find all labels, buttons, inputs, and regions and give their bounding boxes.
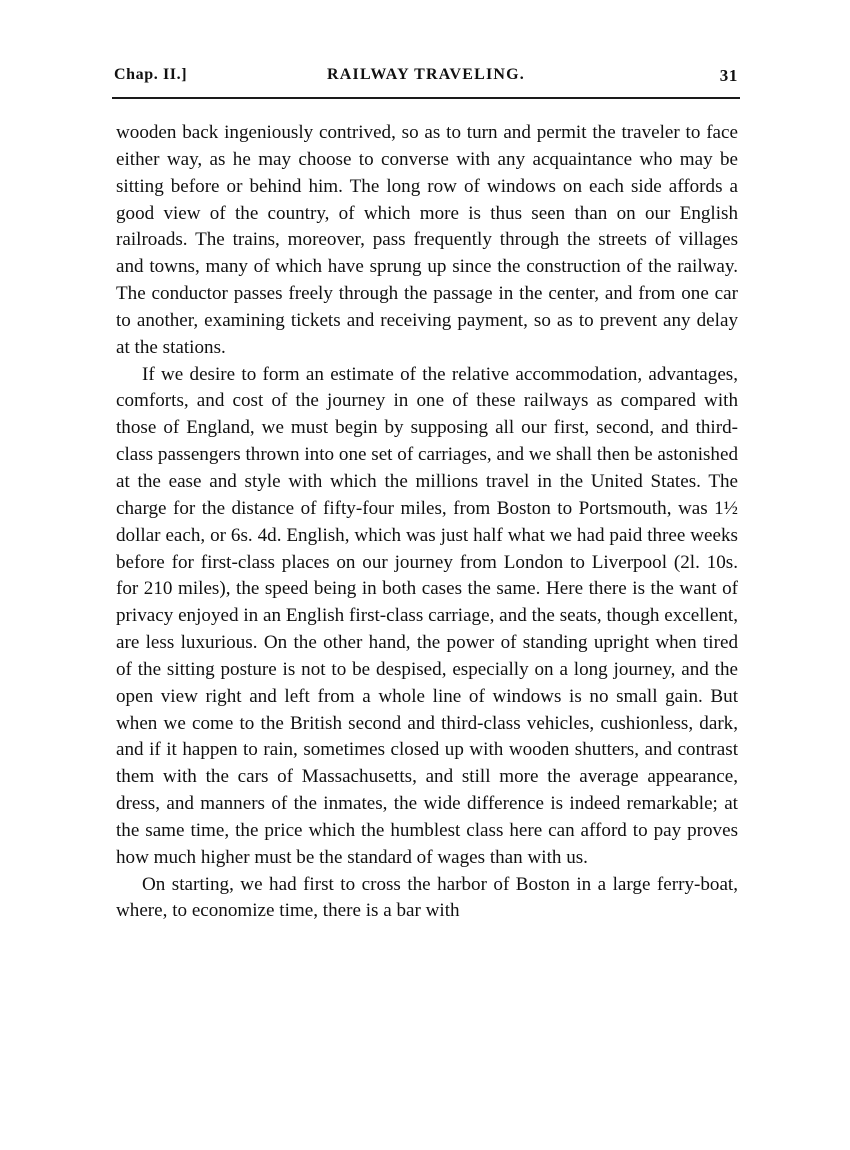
page-number: 31 bbox=[719, 66, 738, 85]
header-rule bbox=[112, 97, 740, 99]
paragraph-3: On starting, we had first to cross the harbor of Boston in a large ferry-boat, where, to economize time, there is a bar with bbox=[116, 873, 738, 922]
paragraph-2: If we desire to form an estimate of the relative accommodation, advantages, comforts, and cost of the journey in one of these railways as compared with those of England, we must begin by supposing all our first, second, and third-class passengers thrown into one set of carriages, and we shall then be astonished at the ease and style with which the millions travel in the United States. The charge for the distance of fifty-four miles, from Boston to Portsmouth, was 1½ dollar each, or 6s. 4d. English, which was just half what we had paid three weeks before for first-class places on our journey from London to Liverpool (2l. 10s. for 210 miles), the speed being in both cases the same. Here there is the want of privacy enjoyed in an English first-class carriage, and the seats, though excellent, are less luxurious. On the other hand, the power of standing upright when tired of the sitting posture is not to be despised, especially on a long journey, and the open view right and left from a whole line of windows is no small gain. But when we come to the British second and third-class vehicles, cushionless, dark, and if it happen to rain, sometimes closed up with wooden shutters, and contrast them with the cars of Massachusetts, and still more the average appearance, dress, and manners of the inmates, the wide difference is indeed remarkable; at the same time, the price which the humblest class here can afford to pay proves how much higher must be the standard of wages than with us. bbox=[116, 363, 738, 868]
chapter-label: Chap. II.] bbox=[114, 66, 188, 83]
body-text bbox=[116, 120, 738, 925]
paragraph-1: wooden back ingeniously contrived, so as to turn and permit the traveler to face either way, as he may choose to converse with any acquaintance who may be sitting before or behind him. The long row of windows on each side affords a good view of the country, of which more is thus seen than on our English railroads. The trains, moreover, pass frequently through the streets of villages and towns, many of which have sprung up since the construction of the railway. The conductor passes freely through the passage in the center, and from one car to another, examining tickets and receiving payment, so as to prevent any delay at the stations. bbox=[116, 122, 738, 358]
running-header bbox=[114, 66, 738, 88]
running-title: RAILWAY TRAVELING. bbox=[327, 66, 525, 83]
